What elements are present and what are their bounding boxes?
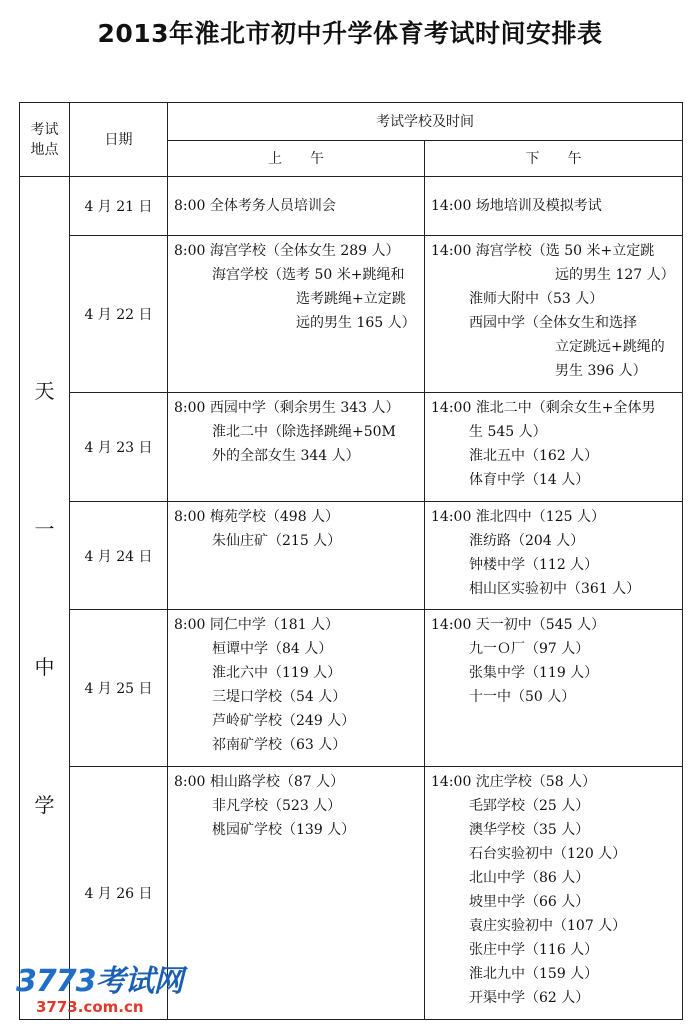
- afternoon-cell: 14:00 沈庄学校（58 人） 毛郢学校（25 人） 澳华学校（35 人） 石台实验初中（120 人） 北山中学（86 人） 坡里中学（66 人） 袁庄实验初中（107 人） 张庄中学（116 人） 淮北九中（159 人） 开渠中学（62 人）: [425, 767, 683, 1020]
- date-cell: 4 月 22 日: [70, 236, 168, 393]
- afternoon-header: 下 午: [425, 141, 683, 177]
- date-cell: 4 月 23 日: [70, 393, 168, 502]
- table-row: [20, 236, 683, 393]
- date-cell: 4 月 26 日: [70, 767, 168, 1020]
- watermark-brand: 3773考试网: [16, 964, 183, 999]
- school-time-header: 考试学校及时间: [168, 103, 683, 141]
- morning-cell: 8:00 相山路学校（87 人） 非凡学校（523 人） 桃园矿学校（139 人）: [168, 767, 425, 1020]
- morning-cell: 8:00 全体考务人员培训会: [168, 177, 425, 236]
- morning-cell: 8:00 海宫学校（全体女生 289 人） 海宫学校（选考 50 米+跳绳和 选考跳绳+立定跳 远的男生 165 人）: [168, 236, 425, 393]
- exam-location: 天 一 中 学: [20, 177, 70, 1020]
- table-row: [20, 177, 683, 236]
- morning-cell: 8:00 同仁中学（181 人） 桓谭中学（84 人） 淮北六中（119 人） 三堤口学校（54 人） 芦岭矿学校（249 人） 祁南矿学校（63 人）: [168, 610, 425, 767]
- page-title: 2013年淮北市初中升学体育考试时间安排表: [97, 19, 603, 48]
- morning-header: 上 午: [168, 141, 425, 177]
- afternoon-cell: 14:00 场地培训及模拟考试: [425, 177, 683, 236]
- schedule-table: [19, 102, 683, 1020]
- date-cell: 4 月 21 日: [70, 177, 168, 236]
- watermark-url: 3773.com.cn: [36, 998, 144, 1016]
- date-cell: 4 月 25 日: [70, 610, 168, 767]
- table-row: [20, 393, 683, 502]
- afternoon-cell: 14:00 天一初中（545 人） 九一Ｏ厂（97 人） 张集中学（119 人） 十一中（50 人）: [425, 610, 683, 767]
- afternoon-cell: 14:00 海宫学校（选 50 米+立定跳 远的男生 127 人） 淮师大附中（53 人） 西园中学（全体女生和选择 立定跳远+跳绳的 男生 396 人）: [425, 236, 683, 393]
- afternoon-cell: 14:00 淮北二中（剩余女生+全体男 生 545 人） 淮北五中（162 人） 体育中学（14 人）: [425, 393, 683, 502]
- date-cell: 4 月 24 日: [70, 502, 168, 610]
- morning-cell: 8:00 梅苑学校（498 人） 朱仙庄矿（215 人）: [168, 502, 425, 610]
- morning-cell: 8:00 西园中学（剩余男生 343 人） 淮北二中（除选择跳绳+50M 外的全部女生 344 人）: [168, 393, 425, 502]
- date-header: 日期: [70, 103, 168, 177]
- location-header: 考试 地点: [20, 103, 70, 177]
- table-row: [20, 502, 683, 610]
- watermark-logo: [16, 966, 183, 1016]
- afternoon-cell: 14:00 淮北四中（125 人） 淮纺路（204 人） 钟楼中学（112 人） 相山区实验初中（361 人）: [425, 502, 683, 610]
- table-row: [20, 610, 683, 767]
